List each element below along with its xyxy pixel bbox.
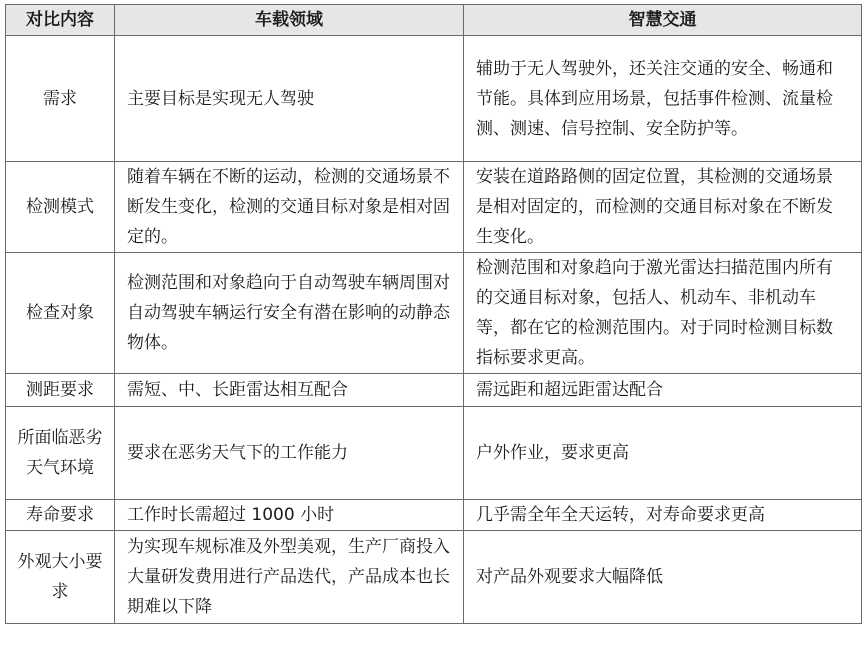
traffic-cell: 几乎需全年全天运转，对寿命要求更高: [464, 500, 862, 531]
row-label: 外观大小要求: [6, 531, 115, 624]
comparison-table: [5, 4, 862, 624]
table-row: [6, 162, 862, 253]
traffic-cell: 检测范围和对象趋向于激光雷达扫描范围内所有的交通目标对象，包括人、机动车、非机动车等，都在它的检测范围内。对于同时检测目标数指标要求更高。: [464, 253, 862, 374]
comparison-table-wrapper: [5, 4, 862, 624]
vehicle-cell: 工作时长需超过 1000 小时: [115, 500, 464, 531]
vehicle-cell: 主要目标是实现无人驾驶: [115, 36, 464, 162]
header-vehicle-domain: 车载领域: [115, 5, 464, 36]
header-smart-traffic: 智慧交通: [464, 5, 862, 36]
traffic-cell: 户外作业，要求更高: [464, 407, 862, 500]
vehicle-cell: 需短、中、长距雷达相互配合: [115, 374, 464, 407]
table-row: [6, 36, 862, 162]
table-row: [6, 500, 862, 531]
row-label: 需求: [6, 36, 115, 162]
table-row: [6, 531, 862, 624]
table-row: [6, 253, 862, 374]
row-label: 寿命要求: [6, 500, 115, 531]
row-label: 检查对象: [6, 253, 115, 374]
row-label: 测距要求: [6, 374, 115, 407]
traffic-cell: 对产品外观要求大幅降低: [464, 531, 862, 624]
vehicle-cell: 为实现车规标准及外型美观，生产厂商投入大量研发费用进行产品迭代，产品成本也长期难以下降: [115, 531, 464, 624]
vehicle-cell: 随着车辆在不断的运动，检测的交通场景不断发生变化，检测的交通目标对象是相对固定的。: [115, 162, 464, 253]
traffic-cell: 安装在道路路侧的固定位置，其检测的交通场景是相对固定的，而检测的交通目标对象在不断发生变化。: [464, 162, 862, 253]
vehicle-cell: 检测范围和对象趋向于自动驾驶车辆周围对自动驾驶车辆运行安全有潜在影响的动静态物体。: [115, 253, 464, 374]
vehicle-cell: 要求在恶劣天气下的工作能力: [115, 407, 464, 500]
traffic-cell: 需远距和超远距雷达配合: [464, 374, 862, 407]
header-comparison-item: 对比内容: [6, 5, 115, 36]
traffic-cell: 辅助于无人驾驶外，还关注交通的安全、畅通和节能。具体到应用场景，包括事件检测、流量检测、测速、信号控制、安全防护等。: [464, 36, 862, 162]
table-row: [6, 407, 862, 500]
table-row: [6, 374, 862, 407]
row-label: 检测模式: [6, 162, 115, 253]
row-label: 所面临恶劣天气环境: [6, 407, 115, 500]
table-header-row: [6, 5, 862, 36]
